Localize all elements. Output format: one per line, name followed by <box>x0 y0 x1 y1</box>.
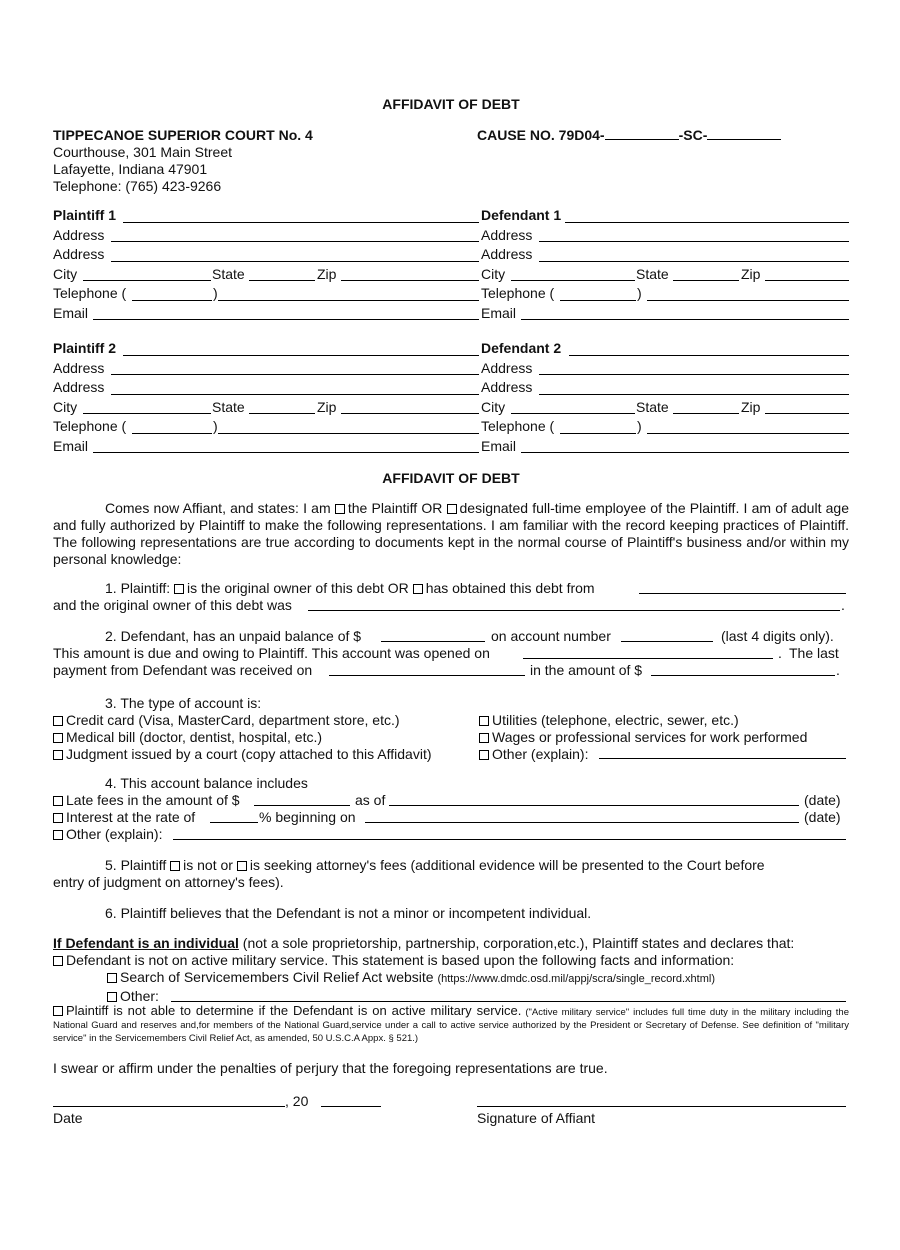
plaintiff2-telephone-label: Telephone ( <box>53 418 127 434</box>
defendant1-address-field[interactable] <box>539 229 849 242</box>
plaintiff2-email-label: Email <box>53 437 89 454</box>
plaintiff2-telephone-field[interactable] <box>218 421 479 434</box>
defendant2-name-field[interactable] <box>569 343 849 356</box>
plaintiff1-address2-field[interactable] <box>111 249 479 262</box>
paren: ) <box>213 418 218 434</box>
defendant2-area-code-field[interactable] <box>560 421 636 434</box>
late-fees-date-field[interactable] <box>389 793 799 806</box>
plaintiff1-address2-label: Address <box>53 246 105 262</box>
military-other-label: Other: <box>120 988 159 1004</box>
unpaid-balance-field[interactable] <box>381 629 485 642</box>
item2-text-e: The last <box>789 645 839 661</box>
item-1: 1. Plaintiff: is the original owner of this debt OR has obtained this debt from and the original owner of this debt was . <box>53 580 845 613</box>
item1-text-d: and the original owner of this debt was <box>53 597 292 613</box>
plaintiff2-address-field[interactable] <box>111 362 479 375</box>
credit-card-checkbox[interactable] <box>53 716 63 726</box>
interest-checkbox[interactable] <box>53 813 63 823</box>
item2-text-b: on account number <box>491 628 611 644</box>
military-heading-rest: (not a sole proprietorship, partnership, corporation,etc.), Plaintiff states and declares that: <box>238 935 795 951</box>
interest-beginning-label: % beginning on <box>259 809 356 825</box>
defendant1-address-label: Address <box>481 226 533 243</box>
item3-heading: 3. The type of account is: <box>105 695 262 711</box>
medical-bill-label: Medical bill (doctor, dentist, hospital, etc.) <box>66 729 323 745</box>
late-fees-as-of-label: as of <box>355 792 386 808</box>
defendant2-telephone-label: Telephone ( <box>481 418 555 434</box>
paren: ) <box>637 285 642 301</box>
defendant1-name-field[interactable] <box>565 210 849 223</box>
defendant1-city-field[interactable] <box>511 268 635 281</box>
plaintiff1-area-code-field[interactable] <box>132 288 212 301</box>
intro-text-b: the Plaintiff OR <box>347 500 443 516</box>
item-3 <box>53 695 849 763</box>
plaintiff2-email-field[interactable] <box>93 440 479 453</box>
plaintiff1-email-label: Email <box>53 304 89 321</box>
item1-text-c: has obtained this debt from <box>425 580 595 596</box>
plaintiff1-label: Plaintiff 1 <box>53 207 117 223</box>
defendant1-city-label: City <box>481 265 506 282</box>
last-payment-amount-field[interactable] <box>651 663 835 676</box>
defendant2-state-field[interactable] <box>673 401 739 414</box>
plaintiff2-address-label: Address <box>53 359 105 376</box>
cause-mid: -SC- <box>678 127 708 143</box>
party-block-1 <box>53 206 849 323</box>
defendant1-address2-field[interactable] <box>539 249 849 262</box>
plaintiff1-state-label: State <box>212 265 245 282</box>
date-field[interactable] <box>53 1094 285 1107</box>
defendant1-telephone-label: Telephone ( <box>481 285 555 301</box>
item-4 <box>53 775 849 843</box>
plaintiff2-state-field[interactable] <box>249 401 315 414</box>
party-block-2 <box>53 339 849 456</box>
item1-text-a: 1. Plaintiff: <box>105 580 171 596</box>
date-label: Date <box>53 1110 83 1126</box>
unable-to-determine-checkbox[interactable] <box>53 1006 63 1016</box>
scra-search-checkbox[interactable] <box>107 973 117 983</box>
defendant2-zip-field[interactable] <box>765 401 849 414</box>
plaintiff1-address-label: Address <box>53 226 105 243</box>
defendant2-address2-field[interactable] <box>539 382 849 395</box>
other-balance-label: Other (explain): <box>66 826 163 842</box>
unable-to-determine-label: Plaintiff is not able to determine if the Defendant is on active military service. <box>66 1003 522 1018</box>
late-fees-label: Late fees in the amount of $ <box>66 792 240 808</box>
year-field[interactable] <box>321 1094 381 1107</box>
other-account-field[interactable] <box>599 746 846 759</box>
plaintiff2-address2-label: Address <box>53 379 105 395</box>
affiant-signature-field[interactable] <box>477 1094 846 1107</box>
account-opened-field[interactable] <box>523 646 773 659</box>
last-payment-date-field[interactable] <box>329 663 525 676</box>
interest-date-field[interactable] <box>365 810 799 823</box>
not-active-military-checkbox[interactable] <box>53 956 63 966</box>
defendant2-label: Defendant 2 <box>481 340 562 356</box>
defendant1-zip-label: Zip <box>741 265 761 282</box>
medical-bill-checkbox[interactable] <box>53 733 63 743</box>
defendant1-email-label: Email <box>481 304 517 321</box>
original-owner-field[interactable] <box>308 598 840 611</box>
not-seeking-fees-checkbox[interactable] <box>170 861 180 871</box>
defendant2-city-field[interactable] <box>511 401 635 414</box>
interest-date-label: (date) <box>804 809 841 825</box>
plaintiff1-zip-label: Zip <box>317 265 337 282</box>
defendant1-telephone-field[interactable] <box>647 288 849 301</box>
year-prefix: , 20 <box>285 1093 309 1109</box>
defendant1-state-field[interactable] <box>673 268 739 281</box>
defendant2-address2-label: Address <box>481 379 533 395</box>
plaintiff1-address-field[interactable] <box>111 229 479 242</box>
military-other-field[interactable] <box>171 989 846 1002</box>
item2-text-a: 2. Defendant, has an unpaid balance of $ <box>105 628 362 644</box>
plaintiff-checkbox[interactable] <box>335 504 345 514</box>
court-address-line2: Lafayette, Indiana 47901 <box>53 161 208 177</box>
defendant1-label: Defendant 1 <box>481 207 562 223</box>
employee-checkbox[interactable] <box>447 504 457 514</box>
intro-paragraph <box>53 500 849 568</box>
item5-text-c: is seeking attorney's fees (additional evidence will be presented to the Court before <box>249 857 765 873</box>
seeking-fees-checkbox[interactable] <box>237 861 247 871</box>
late-fees-date-label: (date) <box>804 792 841 808</box>
other-balance-checkbox[interactable] <box>53 830 63 840</box>
unable-to-determine <box>53 1004 849 1045</box>
military-service-note: ("Active military service" includes full time duty in the military including the National Guard and reserves and,for members of the National Guard,service under a call to active service authorized by the President or Secretary of Defense. See definition of "military service" in the Servicemembers Civil Relief Act, as amended, 50 U.S.C.A Appx. § 521.) <box>53 1007 849 1044</box>
plaintiff2-label: Plaintiff 2 <box>53 340 117 356</box>
plaintiff2-zip-label: Zip <box>317 398 337 415</box>
affiant-signature-label: Signature of Affiant <box>477 1110 596 1126</box>
obtained-debt-checkbox[interactable] <box>413 584 423 594</box>
defendant2-city-label: City <box>481 398 506 415</box>
item2-text-c: (last 4 digits only). <box>721 628 834 644</box>
plaintiff2-name-field[interactable] <box>123 343 479 356</box>
plaintiff2-area-code-field[interactable] <box>132 421 212 434</box>
item2-text-g: in the amount of $ <box>530 662 643 678</box>
form-title: AFFIDAVIT OF DEBT <box>382 96 520 112</box>
plaintiff1-telephone-field[interactable] <box>218 288 479 301</box>
defendant1-state-label: State <box>636 265 669 282</box>
judgment-checkbox[interactable] <box>53 750 63 760</box>
military-section <box>53 935 849 1005</box>
defendant1-address2-label: Address <box>481 246 533 262</box>
defendant1-email-field[interactable] <box>521 307 849 320</box>
judgment-label: Judgment issued by a court (copy attached to this Affidavit) <box>66 746 432 762</box>
plaintiff1-city-label: City <box>53 265 78 282</box>
perjury-statement: I swear or affirm under the penalties of perjury that the foregoing representations are true. <box>53 1060 608 1076</box>
credit-card-label: Credit card (Visa, MasterCard, department store, etc.) <box>66 712 400 728</box>
plaintiff2-address2-field[interactable] <box>111 382 479 395</box>
plaintiff1-telephone-label: Telephone ( <box>53 285 127 301</box>
cause-field-2[interactable] <box>707 127 781 140</box>
item5-text-b: is not or <box>183 857 233 873</box>
item-6: 6. Plaintiff believes that the Defendant is not a minor or incompetent individual. <box>105 905 592 921</box>
plaintiff1-zip-field[interactable] <box>341 268 479 281</box>
defendant2-email-label: Email <box>481 437 517 454</box>
other-account-checkbox[interactable] <box>479 750 489 760</box>
defendant2-telephone-field[interactable] <box>647 421 849 434</box>
intro-text-c: designated full-time employee of the Plaintiff. I am of adult age and fully authorized by Plaintiff to make the following representations. I am familiar with the record keeping practices of Plaintiff. The following representations are true according to documents kept in the normal course of Plaintiff's business and/or within my personal knowledge: <box>53 500 850 567</box>
signature-block <box>53 1093 849 1133</box>
plaintiff1-name-field[interactable] <box>123 210 479 223</box>
utilities-label: Utilities (telephone, electric, sewer, etc.) <box>492 712 739 728</box>
not-active-military-label: Defendant is not on active military service. This statement is based upon the following facts and information: <box>66 952 735 968</box>
cause-field-1[interactable] <box>605 127 679 140</box>
defendant1-zip-field[interactable] <box>765 268 849 281</box>
paren: ) <box>637 418 642 434</box>
cause-label: CAUSE NO. 79D04- <box>477 127 605 143</box>
intro-text-a: Comes now Affiant, and states: I am <box>105 500 331 516</box>
item-2: 2. Defendant, has an unpaid balance of $ on account number (last 4 digits only). This amount is due and owing to Plaintiff. This account was opened on . The last payment from Defendant was received on in the amount of $ . <box>53 628 840 678</box>
defendant1-area-code-field[interactable] <box>560 288 636 301</box>
item5-text-d: entry of judgment on attorney's fees). <box>53 874 284 890</box>
wages-label: Wages or professional services for work performed <box>492 729 808 745</box>
wages-checkbox[interactable] <box>479 733 489 743</box>
original-owner-checkbox[interactable] <box>174 584 184 594</box>
affidavit-heading: AFFIDAVIT OF DEBT <box>382 470 520 486</box>
other-balance-field[interactable] <box>173 827 846 840</box>
late-fees-checkbox[interactable] <box>53 796 63 806</box>
defendant2-address-field[interactable] <box>539 362 849 375</box>
account-number-field[interactable] <box>621 629 713 642</box>
military-other-checkbox[interactable] <box>107 992 117 1002</box>
item2-text-d: This amount is due and owing to Plaintiff. This account was opened on <box>53 645 490 661</box>
other-account-label: Other (explain): <box>492 746 589 762</box>
plaintiff1-email-field[interactable] <box>93 307 479 320</box>
utilities-checkbox[interactable] <box>479 716 489 726</box>
cause-number <box>477 127 781 143</box>
obtained-from-field[interactable] <box>639 581 846 594</box>
paren: ) <box>213 285 218 301</box>
scra-url: (https://www.dmdc.osd.mil/appj/scra/single_record.xhtml) <box>437 973 715 985</box>
defendant2-zip-label: Zip <box>741 398 761 415</box>
plaintiff2-city-field[interactable] <box>83 401 211 414</box>
late-fees-amount-field[interactable] <box>254 793 350 806</box>
item2-text-f: payment from Defendant was received on <box>53 662 313 678</box>
plaintiff2-city-label: City <box>53 398 78 415</box>
item-5 <box>53 857 849 891</box>
defendant2-state-label: State <box>636 398 669 415</box>
court-address-line1: Courthouse, 301 Main Street <box>53 144 232 160</box>
court-telephone: Telephone: (765) 423-9266 <box>53 178 222 194</box>
plaintiff2-state-label: State <box>212 398 245 415</box>
defendant2-address-label: Address <box>481 359 533 376</box>
item4-heading: 4. This account balance includes <box>105 775 308 791</box>
plaintiff1-state-field[interactable] <box>249 268 315 281</box>
interest-label: Interest at the rate of <box>66 809 196 825</box>
plaintiff2-zip-field[interactable] <box>341 401 479 414</box>
plaintiff1-city-field[interactable] <box>83 268 211 281</box>
scra-search-label: Search of Servicemembers Civil Relief Act website <box>120 969 434 985</box>
defendant2-email-field[interactable] <box>521 440 849 453</box>
interest-rate-field[interactable] <box>210 810 258 823</box>
item5-text-a: 5. Plaintiff <box>105 857 167 873</box>
court-name: TIPPECANOE SUPERIOR COURT No. 4 <box>53 127 313 143</box>
military-heading: If Defendant is an individual <box>53 935 239 951</box>
item1-text-b: is the original owner of this debt OR <box>187 580 409 596</box>
